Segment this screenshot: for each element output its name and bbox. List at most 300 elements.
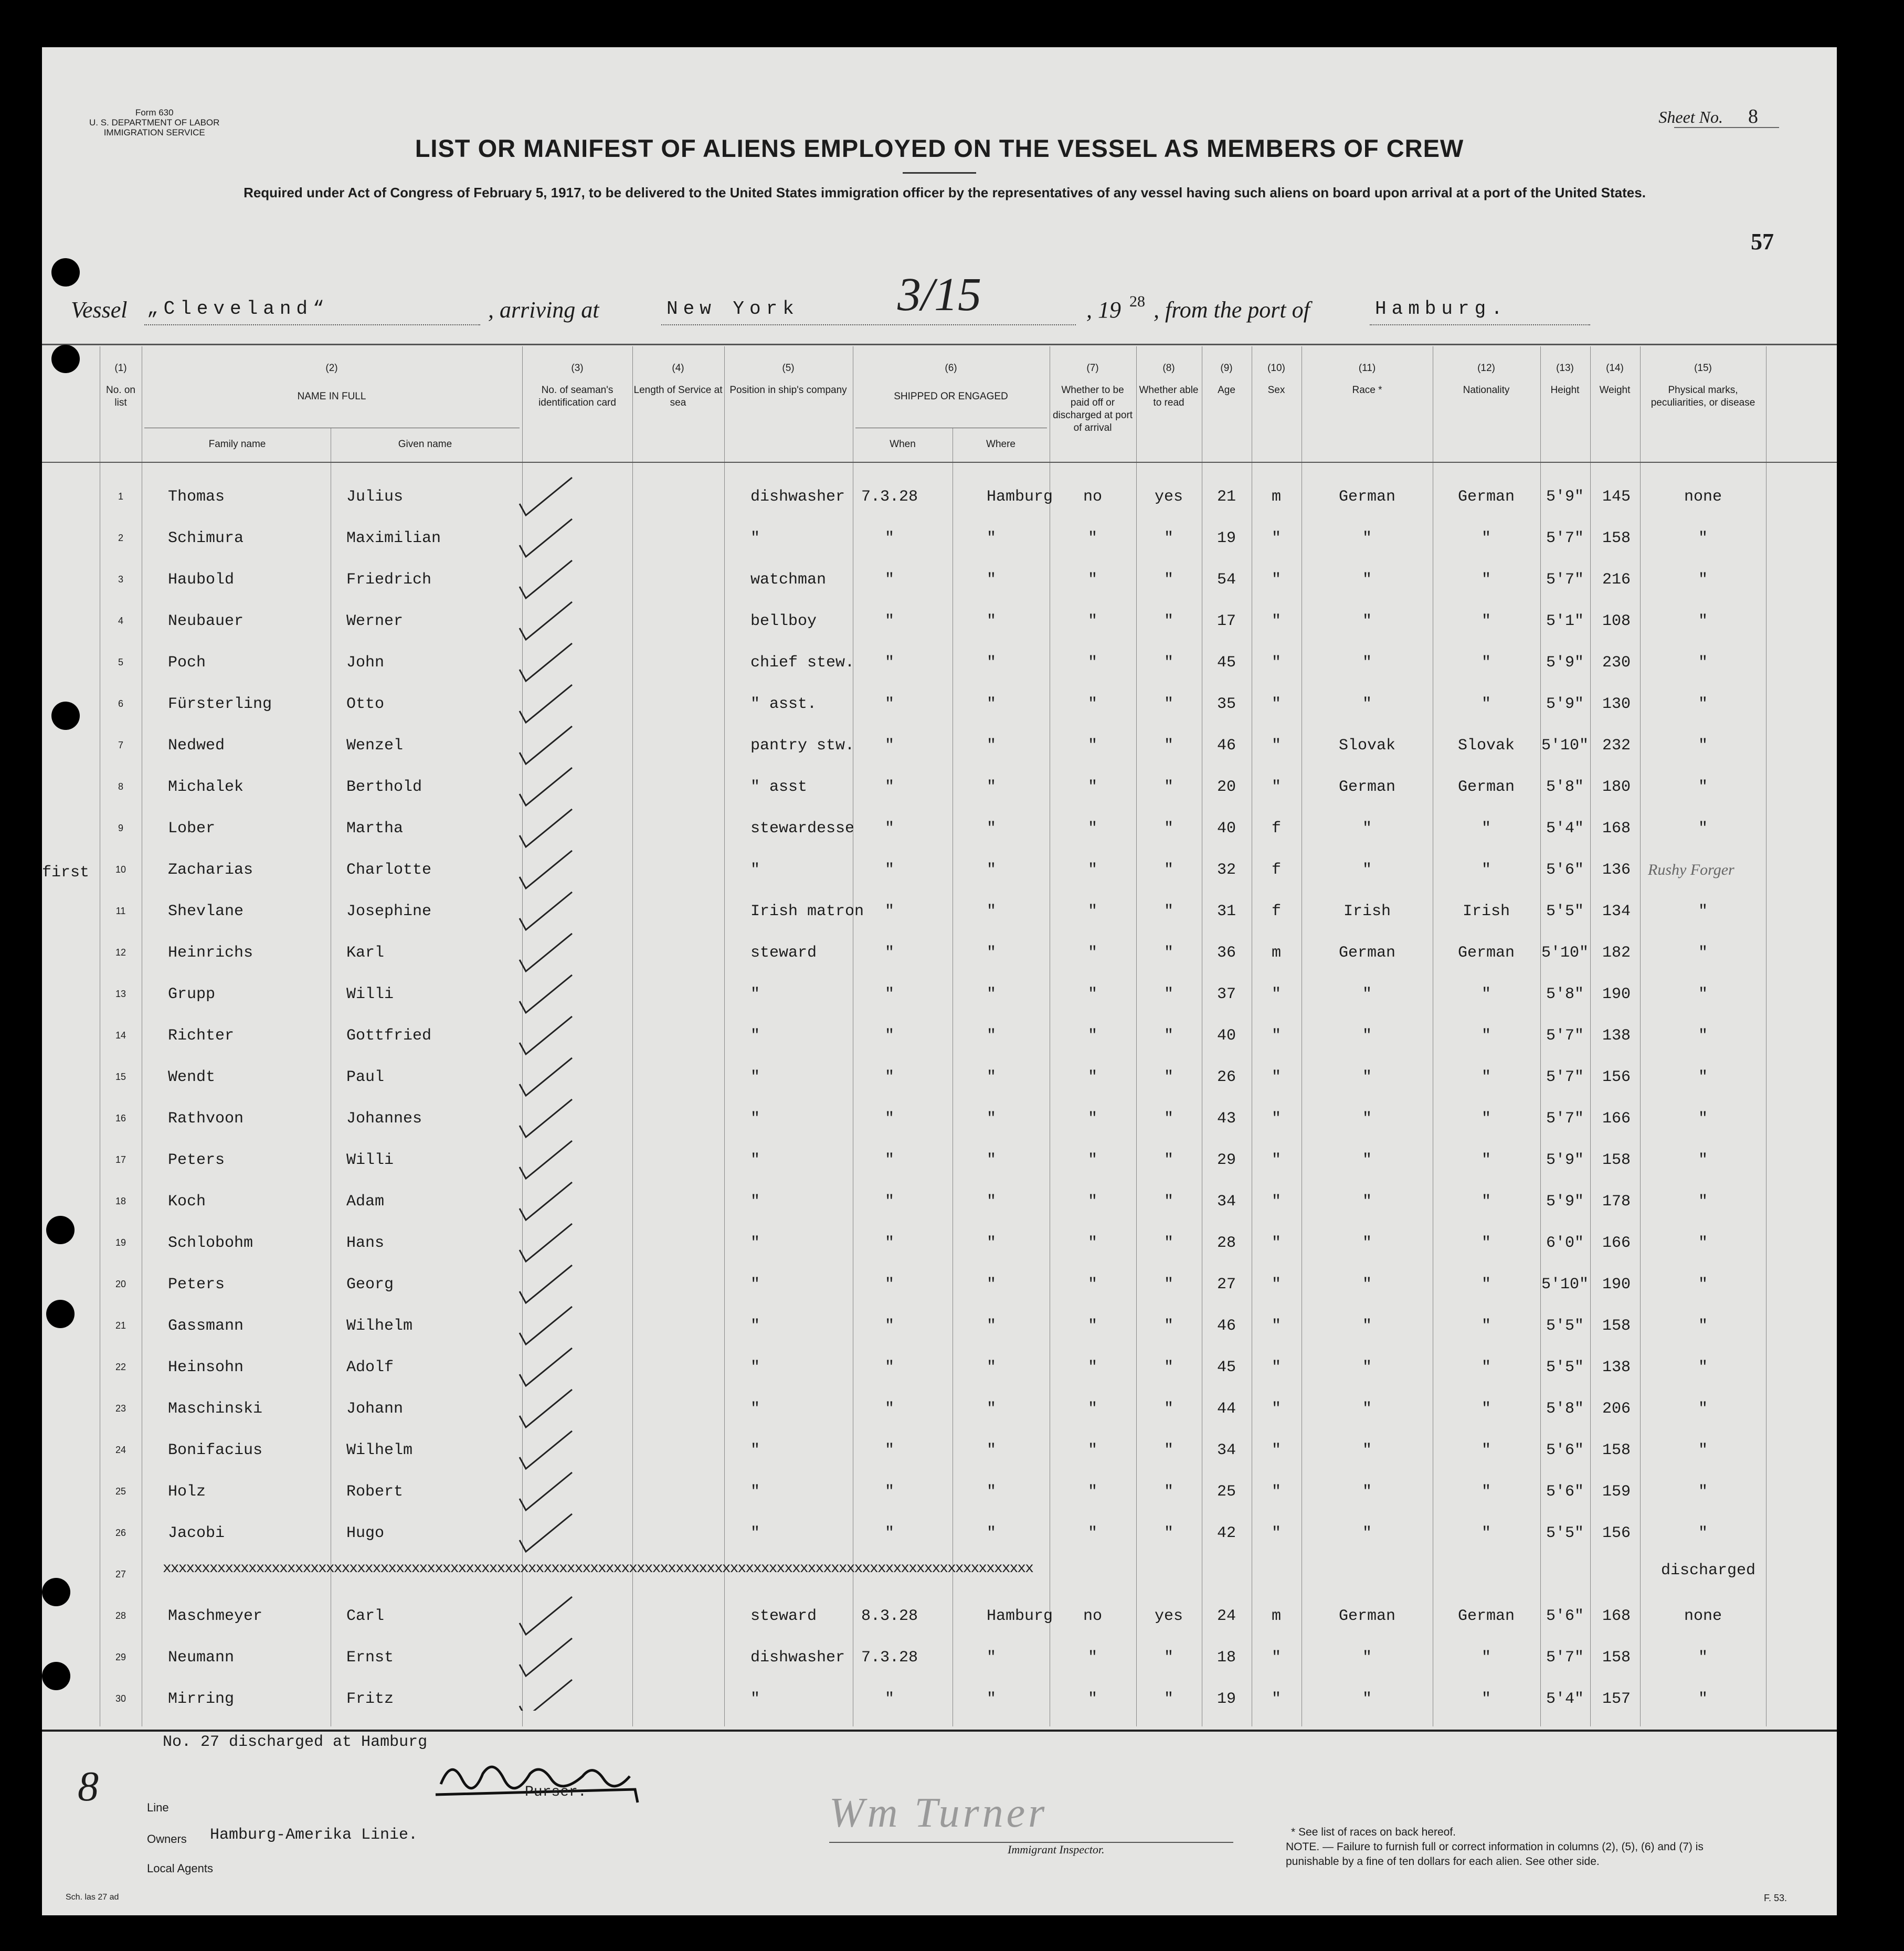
- owners-label: Owners: [147, 1832, 187, 1846]
- cell-height: 5'7": [1546, 1068, 1584, 1086]
- cell-position: steward: [750, 1607, 817, 1625]
- check-mark: [520, 685, 572, 723]
- cell-sex: ": [1271, 695, 1281, 713]
- cell-position: ": [750, 1110, 760, 1128]
- cell-nat: German: [1457, 1607, 1515, 1625]
- cell-sex: ": [1271, 1068, 1281, 1086]
- cell-race: ": [1362, 654, 1372, 672]
- column-header: [854, 362, 1048, 403]
- cell-marks: ": [1698, 1317, 1708, 1335]
- cell-when: ": [884, 778, 894, 796]
- cell-marks: ": [1698, 1234, 1708, 1252]
- cell-sex: ": [1271, 612, 1281, 630]
- cell-paid: ": [1087, 985, 1097, 1003]
- cell-nat: ": [1481, 1441, 1491, 1459]
- cell-paid: ": [1087, 861, 1097, 879]
- cell-nat: ": [1481, 1400, 1491, 1418]
- binder-hole: [42, 1578, 70, 1606]
- cell-given: Martha: [346, 820, 404, 837]
- cell-when: ": [884, 737, 894, 755]
- column-header: [1051, 362, 1135, 434]
- owners-value: Hamburg-Amerika Linie.: [210, 1826, 418, 1844]
- column-label: Weight: [1599, 385, 1631, 396]
- cell-age: 28: [1217, 1234, 1236, 1252]
- cell-marks: ": [1698, 1690, 1708, 1708]
- cell-paid: ": [1087, 1359, 1097, 1376]
- cell-given: Paul: [346, 1068, 385, 1086]
- cell-family: Neumann: [168, 1649, 235, 1667]
- check-mark: [520, 726, 572, 764]
- cell-height: 5'10": [1541, 944, 1589, 962]
- column-label: Length of Service at sea: [633, 385, 723, 408]
- cell-height: 5'7": [1546, 529, 1584, 547]
- cell-given: Gottfried: [346, 1027, 432, 1045]
- cell-position: ": [750, 529, 760, 547]
- column-number: (1): [114, 363, 127, 374]
- cell-height: 5'7": [1546, 571, 1584, 589]
- cell-when: ": [884, 1027, 894, 1045]
- cell-weight: 190: [1602, 985, 1631, 1003]
- cell-height: 5'5": [1546, 1359, 1584, 1376]
- cell-age: 45: [1217, 1359, 1236, 1376]
- cell-when: ": [884, 1110, 894, 1128]
- cell-paid: ": [1087, 737, 1097, 755]
- form-reference: [89, 108, 219, 137]
- cell-family: Peters: [168, 1151, 225, 1169]
- cell-when: ": [884, 1068, 894, 1086]
- cell-when: ": [884, 1359, 894, 1376]
- row-number: 22: [115, 1362, 126, 1372]
- row-number: 18: [115, 1196, 126, 1206]
- cell-paid: ": [1087, 1193, 1097, 1211]
- page-subtitle: Required under Act of Congress of February 5, 1917, to be delivered to the United States immigration officer by the representatives of any vessel having such aliens on board upon arrival at a port of the United States.: [244, 185, 1646, 200]
- margin-note: first: [42, 864, 90, 882]
- cell-where: ": [987, 1234, 997, 1252]
- cell-given: Willi: [346, 1151, 394, 1169]
- cell-sex: ": [1271, 985, 1281, 1003]
- cell-given: Wilhelm: [346, 1441, 413, 1459]
- cell-weight: 156: [1602, 1068, 1631, 1086]
- cell-when: 7.3.28: [861, 488, 918, 506]
- fine-note: NOTE. — Failure to furnish full or correct information in columns (2), (5), (6) and (7) is punishable by a fine of ten dollars for each alien. See other side.: [1286, 1841, 1704, 1868]
- check-mark: [520, 1099, 572, 1137]
- cell-nat: ": [1481, 1110, 1491, 1128]
- cell-when: ": [884, 985, 894, 1003]
- cell-paid: ": [1087, 1400, 1097, 1418]
- arriving-label: , arriving at: [488, 297, 599, 323]
- cell-sex: f: [1271, 903, 1281, 920]
- binder-hole: [51, 258, 80, 287]
- cell-age: 19: [1217, 1690, 1236, 1708]
- cell-nat: German: [1457, 944, 1515, 962]
- cell-paid: ": [1087, 944, 1097, 962]
- row-number: 15: [115, 1072, 126, 1082]
- cell-family: Neubauer: [168, 612, 244, 630]
- cell-height: 5'5": [1546, 903, 1584, 920]
- cell-nat: ": [1481, 529, 1491, 547]
- column-header: [1137, 362, 1200, 409]
- column-subheader: Given name: [398, 439, 452, 450]
- cell-sex: ": [1271, 737, 1281, 755]
- row-number: 14: [115, 1030, 126, 1041]
- cell-marks: ": [1698, 1027, 1708, 1045]
- cell-position: Irish matron: [750, 903, 864, 920]
- row-number: 30: [115, 1693, 126, 1704]
- cell-race: Irish: [1343, 903, 1391, 920]
- cell-race: ": [1362, 1193, 1372, 1211]
- column-number: (5): [782, 363, 795, 374]
- cell-paid: no: [1083, 488, 1102, 506]
- cell-nat: ": [1481, 1276, 1491, 1293]
- cell-weight: 158: [1602, 529, 1631, 547]
- cell-paid: ": [1087, 1649, 1097, 1667]
- cell-marks: ": [1698, 778, 1708, 796]
- cell-race: ": [1362, 695, 1372, 713]
- cell-given: Carl: [346, 1607, 385, 1625]
- cell-age: 46: [1217, 737, 1236, 755]
- port-dotline: [661, 324, 1076, 325]
- cell-position: watchman: [750, 571, 827, 589]
- column-header: [1591, 362, 1638, 397]
- cell-read: yes: [1154, 1607, 1183, 1625]
- manifest-sheet: [42, 47, 1837, 1915]
- cell-height: 5'9": [1546, 1151, 1584, 1169]
- cell-read: ": [1163, 820, 1173, 837]
- cell-sex: ": [1271, 1359, 1281, 1376]
- check-mark: [520, 1472, 572, 1510]
- cell-paid: ": [1087, 612, 1097, 630]
- check-mark: [520, 1141, 572, 1179]
- check-mark: [520, 975, 572, 1013]
- cell-marks: ": [1698, 1276, 1708, 1293]
- cell-where: ": [987, 612, 997, 630]
- sheet-number-rule: [1674, 127, 1779, 128]
- cell-nat: Irish: [1462, 903, 1510, 920]
- cell-family: Grupp: [168, 985, 216, 1003]
- check-mark: [520, 768, 572, 805]
- cell-race: Slovak: [1338, 737, 1396, 755]
- cell-weight: 138: [1602, 1027, 1631, 1045]
- cell-race: ": [1362, 1400, 1372, 1418]
- column-number: (15): [1694, 363, 1712, 374]
- cell-age: 21: [1217, 488, 1236, 506]
- row-number: 1: [118, 491, 123, 502]
- cell-age: 35: [1217, 695, 1236, 713]
- row-number: 27: [115, 1569, 126, 1579]
- cell-sex: m: [1271, 488, 1281, 506]
- cell-given: Ernst: [346, 1649, 394, 1667]
- cell-sex: m: [1271, 944, 1281, 962]
- cell-family: Thomas: [168, 488, 225, 506]
- column-number: (10): [1267, 363, 1285, 374]
- year-label: , 19: [1086, 297, 1121, 323]
- cell-marks: none: [1684, 488, 1722, 506]
- cell-given: Hans: [346, 1234, 385, 1252]
- cell-height: 5'9": [1546, 1193, 1584, 1211]
- cell-given: Friedrich: [346, 571, 432, 589]
- column-header: [1303, 362, 1432, 397]
- cell-weight: 138: [1602, 1359, 1631, 1376]
- row-number: 12: [115, 947, 126, 958]
- row-number: 17: [115, 1154, 126, 1165]
- cell-read: ": [1163, 529, 1173, 547]
- cell-paid: ": [1087, 1110, 1097, 1128]
- column-label: Position in ship's company: [729, 385, 847, 396]
- cell-weight: 166: [1602, 1110, 1631, 1128]
- row-number: 10: [115, 864, 126, 875]
- cell-read: ": [1163, 778, 1173, 796]
- cell-nat: ": [1481, 861, 1491, 879]
- cell-marks: ": [1698, 985, 1708, 1003]
- cell-race: ": [1362, 1524, 1372, 1542]
- cell-read: ": [1163, 903, 1173, 920]
- cell-position: ": [750, 861, 760, 879]
- column-number: (12): [1477, 363, 1495, 374]
- cell-marks: ": [1698, 612, 1708, 630]
- cell-family: Haubold: [168, 571, 235, 589]
- cell-read: ": [1163, 695, 1173, 713]
- cell-where: ": [987, 571, 997, 589]
- cell-race: German: [1338, 944, 1396, 962]
- cell-read: ": [1163, 1027, 1173, 1045]
- check-mark: [520, 602, 572, 640]
- cell-position: steward: [750, 944, 817, 962]
- cell-nat: ": [1481, 1483, 1491, 1501]
- cell-height: 5'9": [1546, 654, 1584, 672]
- cell-nat: Slovak: [1457, 737, 1515, 755]
- cell-height: 5'5": [1546, 1524, 1584, 1542]
- cell-where: ": [987, 529, 997, 547]
- cell-position: ": [750, 985, 760, 1003]
- arrival-date-handwritten: 3/15: [897, 269, 982, 321]
- cell-when: ": [884, 944, 894, 962]
- cell-position: " asst: [750, 778, 808, 796]
- cell-position: ": [750, 1068, 760, 1086]
- cell-read: ": [1163, 1193, 1173, 1211]
- cell-where: ": [987, 903, 997, 920]
- check-mark: [520, 643, 572, 681]
- vessel-label: Vessel: [71, 297, 128, 323]
- cell-read: ": [1163, 985, 1173, 1003]
- handwritten-mark: 8: [78, 1764, 99, 1810]
- struck-row-note: discharged: [1661, 1562, 1756, 1579]
- column-subheader: When: [890, 439, 916, 450]
- binder-hole: [42, 1662, 70, 1690]
- cell-where: Hamburg: [987, 1607, 1053, 1625]
- inspector-label: Immigrant Inspector.: [1008, 1843, 1105, 1856]
- service-name: IMMIGRATION SERVICE: [103, 128, 205, 137]
- cell-family: Lober: [168, 820, 216, 837]
- cell-family: Schimura: [168, 529, 244, 547]
- cell-where: ": [987, 778, 997, 796]
- cell-given: Charlotte: [346, 861, 432, 879]
- cell-family: Rathvoon: [168, 1110, 244, 1128]
- cell-race: ": [1362, 1317, 1372, 1335]
- row-number: 29: [115, 1652, 126, 1662]
- cell-given: Maximilian: [346, 529, 441, 547]
- cell-weight: 230: [1602, 654, 1631, 672]
- page-title: LIST OR MANIFEST OF ALIENS EMPLOYED ON THE VESSEL AS MEMBERS OF CREW: [415, 134, 1464, 162]
- cell-position: ": [750, 1151, 760, 1169]
- cell-race: ": [1362, 612, 1372, 630]
- cell-weight: 182: [1602, 944, 1631, 962]
- cell-marks: ": [1698, 571, 1708, 589]
- table-bottom-rule: [42, 1730, 1837, 1732]
- column-label: No. on list: [106, 385, 135, 408]
- cell-race: ": [1362, 1027, 1372, 1045]
- cell-read: ": [1163, 1110, 1173, 1128]
- row-number: 24: [115, 1445, 126, 1455]
- cell-sex: ": [1271, 1110, 1281, 1128]
- cell-marks: ": [1698, 1649, 1708, 1667]
- column-header: [1253, 362, 1300, 397]
- cell-family: Heinrichs: [168, 944, 253, 962]
- column-label: NAME IN FULL: [297, 391, 366, 402]
- row-number: 23: [115, 1403, 126, 1414]
- cell-when: ": [884, 1234, 894, 1252]
- row-number: 20: [115, 1279, 126, 1289]
- title-rule: [903, 172, 976, 174]
- cell-when: 8.3.28: [861, 1607, 918, 1625]
- cell-paid: no: [1083, 1607, 1102, 1625]
- row-number: 6: [118, 698, 123, 709]
- cell-where: ": [987, 1690, 997, 1708]
- column-header: [100, 362, 142, 409]
- cell-weight: 206: [1602, 1400, 1631, 1418]
- cell-height: 5'7": [1546, 1649, 1584, 1667]
- cell-race: German: [1338, 1607, 1396, 1625]
- cell-sex: ": [1271, 1400, 1281, 1418]
- cell-weight: 158: [1602, 1151, 1631, 1169]
- cell-family: Mirring: [168, 1690, 235, 1708]
- cell-height: 5'6": [1546, 1483, 1584, 1501]
- cell-paid: ": [1087, 820, 1097, 837]
- cell-race: ": [1362, 861, 1372, 879]
- column-label: Whether to be paid off or discharged at port of arrival: [1052, 385, 1133, 433]
- cell-family: Gassmann: [168, 1317, 244, 1335]
- cell-sex: ": [1271, 654, 1281, 672]
- row-number: 19: [115, 1237, 126, 1248]
- cell-race: ": [1362, 1359, 1372, 1376]
- cell-when: ": [884, 820, 894, 837]
- cell-weight: 158: [1602, 1441, 1631, 1459]
- cell-given: Werner: [346, 612, 404, 630]
- cell-race: German: [1338, 488, 1396, 506]
- cell-age: 54: [1217, 571, 1236, 589]
- cell-marks: ": [1698, 529, 1708, 547]
- column-number: (4): [672, 363, 684, 374]
- cell-position: ": [750, 1524, 760, 1542]
- cell-marks: ": [1698, 1359, 1708, 1376]
- cell-when: ": [884, 571, 894, 589]
- cell-when: ": [884, 1276, 894, 1293]
- check-mark: [520, 809, 572, 847]
- cell-marks: ": [1698, 737, 1708, 755]
- cell-where: ": [987, 654, 997, 672]
- column-number: (13): [1556, 363, 1574, 374]
- cell-age: 18: [1217, 1649, 1236, 1667]
- cell-position: ": [750, 1317, 760, 1335]
- cell-age: 36: [1217, 944, 1236, 962]
- cell-nat: ": [1481, 1359, 1491, 1376]
- cell-marks: ": [1698, 820, 1708, 837]
- row-number: 7: [118, 740, 123, 750]
- cell-where: ": [987, 985, 997, 1003]
- cell-race: ": [1362, 1276, 1372, 1293]
- row-number: 11: [115, 906, 126, 916]
- column-label: Physical marks, peculiarities, or disease: [1651, 385, 1755, 408]
- binder-hole: [46, 1300, 75, 1328]
- cell-age: 25: [1217, 1483, 1236, 1501]
- cell-position: bellboy: [750, 612, 817, 630]
- cell-weight: 108: [1602, 612, 1631, 630]
- cell-race: ": [1362, 1649, 1372, 1667]
- cell-when: ": [884, 1193, 894, 1211]
- year-value: 28: [1129, 293, 1145, 310]
- cell-read: ": [1163, 1151, 1173, 1169]
- cell-paid: ": [1087, 654, 1097, 672]
- row-number: 4: [118, 616, 123, 626]
- check-mark: [520, 1307, 572, 1344]
- cell-position: pantry stw.: [750, 737, 855, 755]
- check-mark: [520, 1182, 572, 1220]
- cell-height: 5'10": [1541, 737, 1589, 755]
- column-label: Whether able to read: [1139, 385, 1199, 408]
- check-mark: [520, 934, 572, 971]
- cell-height: 5'6": [1546, 861, 1584, 879]
- cell-age: 17: [1217, 612, 1236, 630]
- cell-when: ": [884, 1317, 894, 1335]
- cell-read: ": [1163, 1441, 1173, 1459]
- cell-race: ": [1362, 1483, 1372, 1501]
- column-header: [1434, 362, 1539, 397]
- header-bottom-rule: [42, 462, 1837, 463]
- cell-marks: ": [1698, 944, 1708, 962]
- cell-weight: 158: [1602, 1649, 1631, 1667]
- cell-height: 5'8": [1546, 778, 1584, 796]
- cell-given: Georg: [346, 1276, 394, 1293]
- cell-height: 5'10": [1541, 1276, 1589, 1293]
- cell-position: stewardesse: [750, 820, 855, 837]
- cell-age: 29: [1217, 1151, 1236, 1169]
- binder-hole: [51, 345, 80, 373]
- table-top-rule: [42, 344, 1837, 345]
- cell-family: Fürsterling: [168, 695, 272, 713]
- column-number: (2): [325, 363, 338, 374]
- column-label: Height: [1550, 385, 1580, 396]
- cell-family: Koch: [168, 1193, 206, 1211]
- cell-marks: ": [1698, 1441, 1708, 1459]
- column-number: (8): [1162, 363, 1175, 374]
- cell-position: ": [750, 1234, 760, 1252]
- cell-sex: f: [1271, 820, 1281, 837]
- check-mark: [520, 1638, 572, 1676]
- cell-when: ": [884, 1524, 894, 1542]
- cell-weight: 158: [1602, 1317, 1631, 1335]
- cell-nat: ": [1481, 1068, 1491, 1086]
- line-label: Line: [147, 1801, 169, 1814]
- races-note: * See list of races on back hereof.: [1291, 1826, 1456, 1838]
- cell-weight: 168: [1602, 1607, 1631, 1625]
- cell-height: 6'0": [1546, 1234, 1584, 1252]
- column-header: [143, 362, 521, 403]
- cell-paid: ": [1087, 1317, 1097, 1335]
- cell-when: ": [884, 1400, 894, 1418]
- purser-label: Purser.: [525, 1784, 587, 1800]
- cell-nat: ": [1481, 1027, 1491, 1045]
- cell-race: ": [1362, 1110, 1372, 1128]
- check-mark: [520, 1680, 572, 1711]
